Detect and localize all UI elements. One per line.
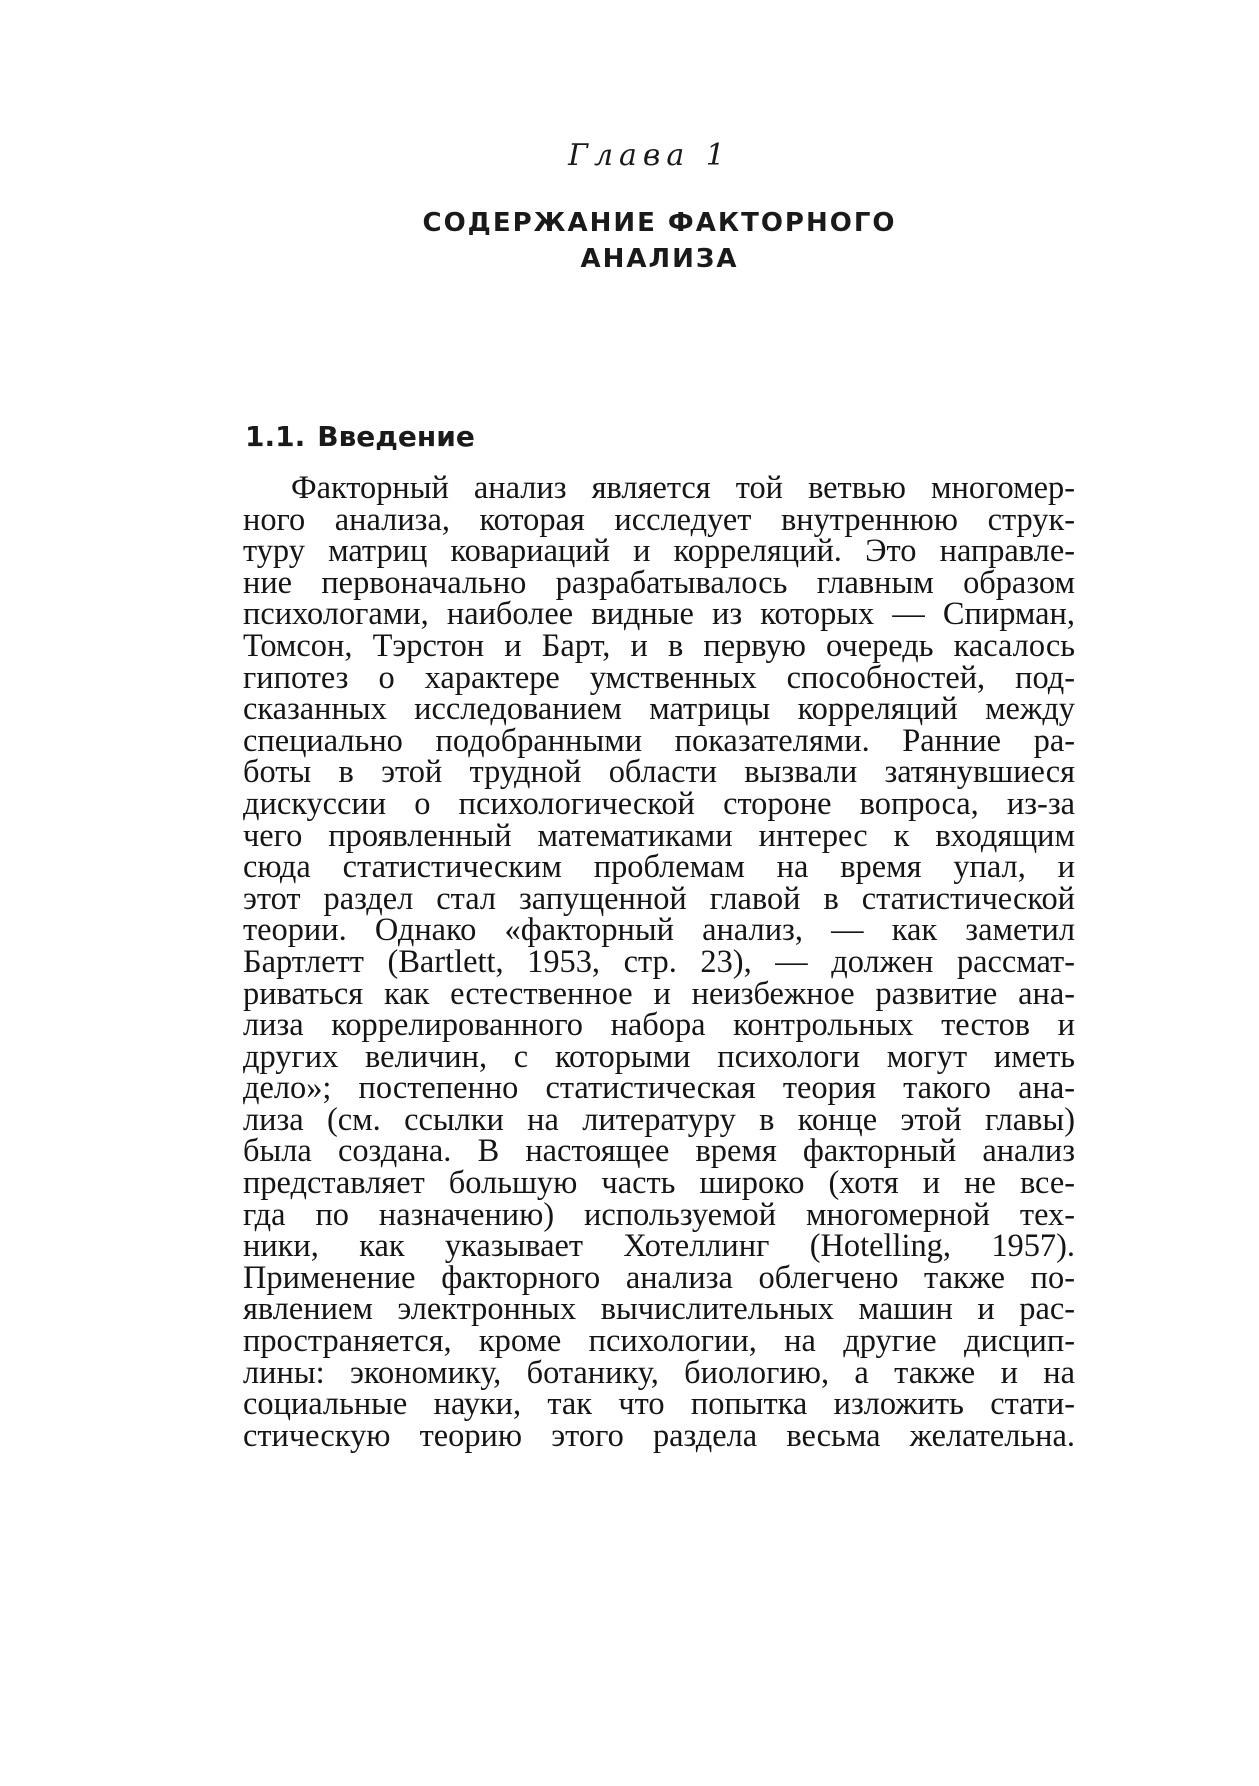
text-line: сюда статистическим проблемам на время упал, и <box>243 849 1075 886</box>
text-line: туру матриц ковариаций и корреляций. Это направле- <box>243 533 1075 570</box>
section-number: 1.1. <box>245 420 306 453</box>
text-line: ние первоначально разрабатывалось главным образом <box>243 564 1075 601</box>
text-line: Применение факторного анализа облегчено также по- <box>243 1259 1075 1296</box>
text-line: гда по назначению) используемой многомерной тех- <box>243 1196 1075 1233</box>
body-paragraph <box>243 470 1075 1454</box>
text-line: Томсон, Тэрстон и Барт, и в первую очередь касалось <box>243 627 1075 664</box>
text-line: психологами, наиболее видные из которых — Спирман, <box>243 596 1075 633</box>
text-line: ники, как указывает Хотеллинг (Hotelling, 1957). <box>243 1228 1075 1265</box>
chapter-title-line-2: АНАЛИЗА <box>580 244 739 274</box>
text-line: пространяется, кроме психологии, на другие дисцип- <box>243 1323 1075 1360</box>
text-line: других величин, с которыми психологи могут иметь <box>243 1038 1075 1075</box>
chapter-label: Глава 1 <box>568 138 731 173</box>
text-line: ного анализа, которая исследует внутреннюю струк- <box>243 501 1075 538</box>
text-line: чего проявленный математиками интерес к входящим <box>243 817 1075 854</box>
text-line: дискуссии о психологической стороне вопроса, из-за <box>243 785 1075 822</box>
text-line: боты в этой трудной области вызвали затянувшиеся <box>243 754 1075 791</box>
section-heading <box>245 420 475 453</box>
text-line: Бартлетт (Bartlett, 1953, стр. 23), — должен рассмат- <box>243 943 1075 980</box>
text-line: была создана. В настоящее время факторный анализ <box>243 1133 1075 1170</box>
text-line: лины: экономику, ботанику, биологию, а также и на <box>243 1354 1075 1391</box>
text-line: представляет большую часть широко (хотя и не все- <box>243 1165 1075 1202</box>
text-line: лиза коррелированного набора контрольных тестов и <box>243 1007 1075 1044</box>
chapter-title <box>0 205 1259 277</box>
chapter-title-line-1: СОДЕРЖАНИЕ ФАКТОРНОГО <box>422 208 897 238</box>
text-line: явлением электронных вычислительных машин и рас- <box>243 1291 1075 1328</box>
text-line: социальные науки, так что попытка изложить стати- <box>243 1386 1075 1423</box>
text-line: риваться как естественное и неизбежное развитие ана- <box>243 975 1075 1012</box>
section-title: Введение <box>317 420 475 453</box>
text-line: дело»; постепенно статистическая теория такого ана- <box>243 1070 1075 1107</box>
text-line: лиза (см. ссылки на литературу в конце этой главы) <box>243 1101 1075 1138</box>
text-line: гипотез о характере умственных способностей, под- <box>243 659 1075 696</box>
text-line: стическую теорию этого раздела весьма желательна. <box>243 1417 1075 1454</box>
text-line: сказанных исследованием матрицы корреляций между <box>243 691 1075 728</box>
text-line: Факторный анализ является той ветвью многомер- <box>291 470 1075 506</box>
text-line: специально подобранными показателями. Ранние ра- <box>243 722 1075 759</box>
text-line: этот раздел стал запущенной главой в статистической <box>243 880 1075 917</box>
text-line: теории. Однако «факторный анализ, — как заметил <box>243 912 1075 949</box>
